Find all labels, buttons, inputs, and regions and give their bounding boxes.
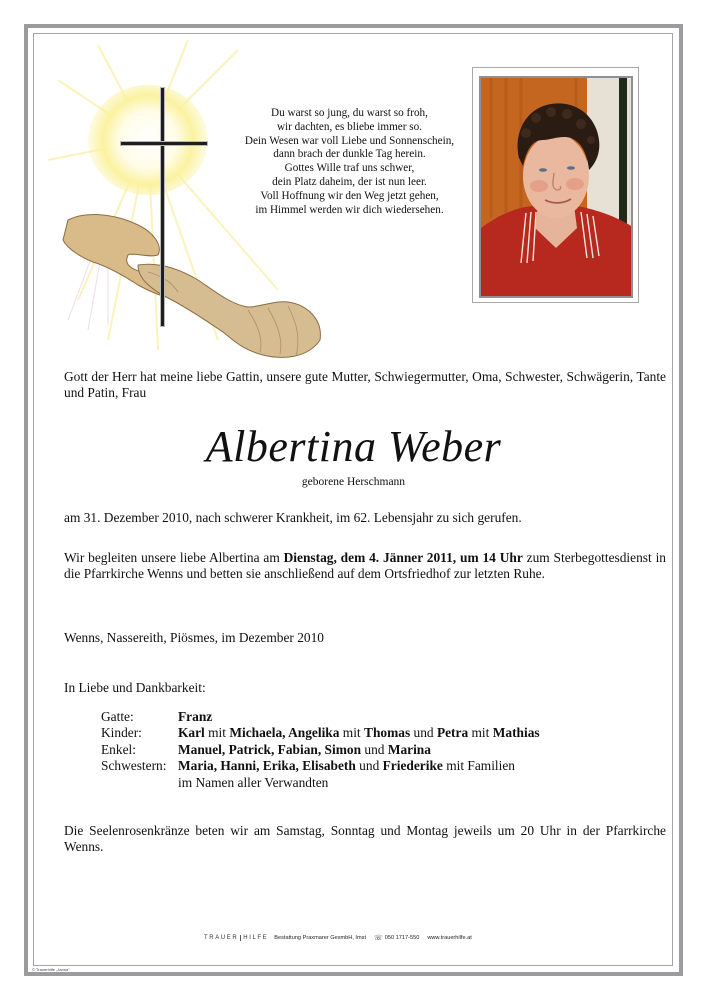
funeral-date: Dienstag, dem 4. Jänner 2011, um 14 Uhr bbox=[283, 550, 523, 565]
place-date: Wenns, Nassereith, Piösmes, im Dezember 2010 bbox=[64, 630, 324, 645]
family-connector-text: mit bbox=[339, 725, 365, 741]
logo-text-trauer: TRAUER bbox=[204, 935, 239, 941]
memorial-poem bbox=[222, 107, 477, 217]
right-hand-sleeve-drawing bbox=[138, 264, 320, 357]
website-link[interactable]: www.trauerhilfe.at bbox=[427, 935, 472, 941]
funeral-text-before: Wir begleiten unsere liebe Albertina am bbox=[64, 550, 284, 565]
poem-line: wir dachten, es bliebe immer so. bbox=[276, 120, 423, 133]
maiden-name: geborene Herschmann bbox=[301, 476, 406, 488]
relation-label: Kinder: bbox=[101, 725, 142, 741]
poem-line: Du warst so jung, du warst so froh, bbox=[271, 107, 428, 119]
family-member-name: Mathias bbox=[492, 725, 540, 741]
company-name: Bestattung Praxmarer GesmbH, Imst bbox=[274, 935, 367, 941]
family-member-name: Marina bbox=[387, 741, 431, 757]
family-member-name: Maria, Hanni, Erika, Elisabeth bbox=[178, 758, 356, 774]
sisters-names bbox=[178, 758, 515, 774]
poem-line: Gottes Wille traf uns schwer, bbox=[284, 162, 415, 175]
poem-line: dann brach der dunkle Tag herein. bbox=[273, 148, 426, 161]
family-row-children bbox=[101, 725, 540, 741]
family-member-name: Manuel, Patrick, Fabian, Simon bbox=[178, 741, 362, 757]
family-list bbox=[101, 709, 540, 791]
relation-label: Gatte: bbox=[101, 709, 134, 724]
gratitude-line: In Liebe und Dankbarkeit: bbox=[64, 680, 206, 695]
relation-label: Schwestern: bbox=[101, 758, 167, 774]
family-connector-text: mit bbox=[204, 725, 230, 741]
death-notice: am 31. Dezember 2010, nach schwerer Krankheit, im 62. Lebensjahr zu sich gerufen. bbox=[64, 510, 522, 525]
funeral-home-footer bbox=[204, 934, 472, 942]
family-member-name: Petra bbox=[436, 725, 469, 741]
copyright-note: © Trauerhilfe „Jansa" bbox=[32, 967, 70, 972]
spouse-name: Franz bbox=[178, 709, 213, 724]
rosary-paragraph: Die Seelenrosenkränze beten wir am Samstag, Sonntag und Montag jeweils um 20 Uhr in der Pfarrkirche Wenns. bbox=[64, 823, 666, 854]
family-row-spouse bbox=[101, 709, 540, 725]
cross-icon-crossbar bbox=[120, 141, 208, 146]
family-member-name: Karl bbox=[178, 725, 205, 741]
family-member-name: Friederike bbox=[382, 758, 443, 774]
children-names bbox=[178, 725, 540, 741]
family-connector-text: mit bbox=[468, 725, 493, 741]
grandchildren-names bbox=[178, 742, 431, 758]
portrait-photo bbox=[479, 76, 633, 298]
family-row-grandchildren bbox=[101, 742, 540, 758]
family-member-name: Michaela, Angelika bbox=[229, 725, 340, 741]
poem-line: Dein Wesen war voll Liebe und Sonnenschein, bbox=[244, 134, 455, 147]
phone-icon: ☏ bbox=[374, 935, 383, 942]
relatives-line: im Namen aller Verwandten bbox=[178, 774, 329, 790]
family-connector-text: mit Familien bbox=[442, 758, 516, 774]
logo-text-hilfe: HILFE bbox=[240, 935, 268, 941]
family-row-relatives bbox=[101, 775, 540, 791]
deceased-name: Albertina Weber bbox=[205, 422, 502, 471]
family-connector-text: und bbox=[410, 725, 437, 741]
funeral-text-after: zum Sterbegottesdienst in die Pfarrkirche Wenns und betten sie anschließend auf dem Ortsfriedhof zur letzten Ruhe. bbox=[64, 550, 666, 581]
family-connector-text: und bbox=[361, 741, 388, 757]
family-member-name: Thomas bbox=[364, 725, 411, 741]
poem-line: im Himmel werden wir dich wiedersehen. bbox=[255, 203, 444, 216]
poem-line: dein Platz daheim, der ist nun leer. bbox=[272, 175, 427, 188]
sun-glow bbox=[88, 85, 208, 195]
poem-line: Voll Hoffnung wir den Weg jetzt gehen, bbox=[260, 189, 439, 202]
relation-label: Enkel: bbox=[101, 741, 136, 757]
phone-number: 050 1717-550 bbox=[384, 935, 420, 941]
funeral-paragraph bbox=[64, 550, 666, 582]
family-connector-text: und bbox=[355, 758, 383, 774]
intro-paragraph: Gott der Herr hat meine liebe Gattin, unsere gute Mutter, Schwiegermutter, Oma, Schwester, Schwägerin, Tante und Patin, Frau bbox=[64, 369, 666, 400]
family-row-sisters bbox=[101, 758, 540, 774]
cross-icon bbox=[160, 87, 165, 327]
